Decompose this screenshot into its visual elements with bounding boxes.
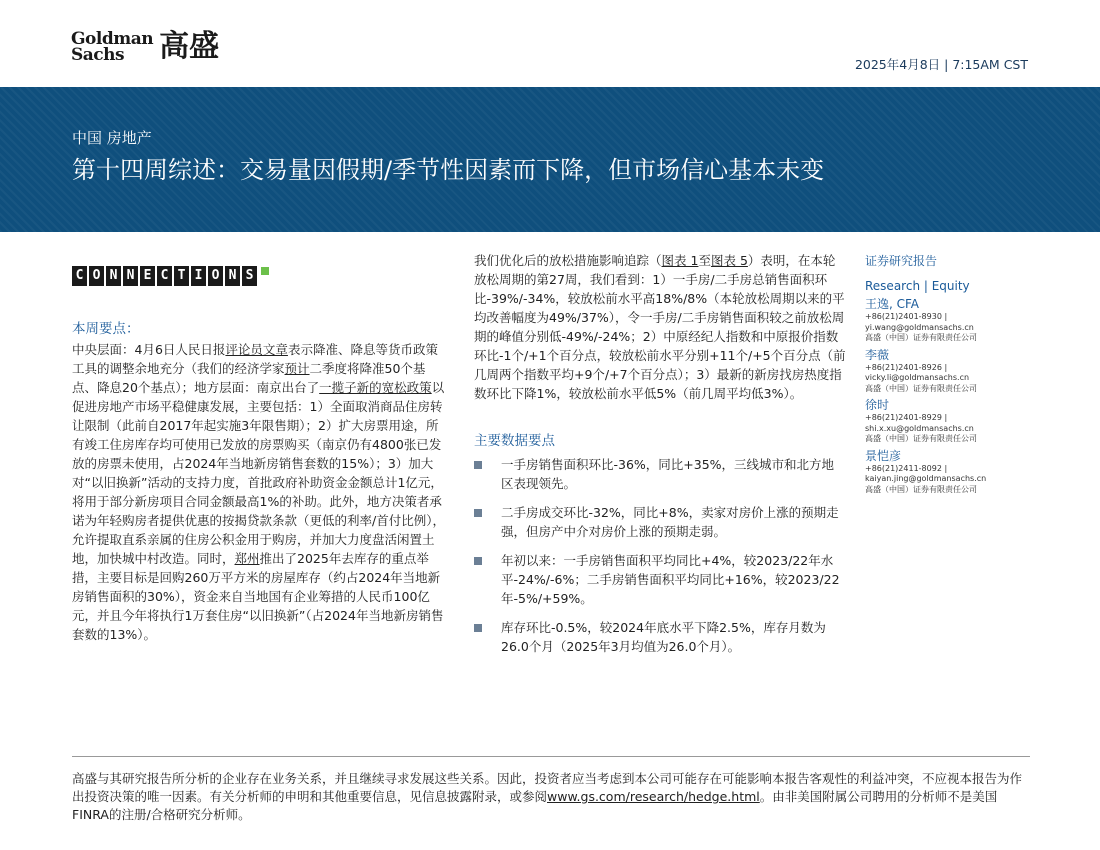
logo-english: Goldman Sachs [71,29,154,65]
analyst-email[interactable]: shi.x.xu@goldmansachs.cn [865,423,974,433]
bullet-square-icon [474,624,482,632]
disclaimer: 高盛与其研究报告所分析的企业存在业务关系，并且继续寻求发展这些关系。因此，投资者应当考虑到本公司可能存在可能影响本报告客观性的利益冲突，不应视本报告为作出投资决策的唯一因素。有关分析师的申明和其他重要信息，见信息披露附录，或参阅www.gs.com/research/hedge.html。由非美国附属公司聘用的分析师不是美国FINRA的注册/合格研究分析师。 [72,771,1023,822]
page-title: 第十四周综述：交易量因假期/季节性因素而下降，但市场信心基本未变 [72,156,825,184]
logo-chinese: 高盛 [159,29,220,64]
connections-letter: S [242,266,257,286]
analyst-firm: 高盛（中国）证券有限责任公司 [865,484,977,494]
connections-letter: N [123,266,138,286]
analyst-phone: +86(21)2401-8929 | [865,413,948,422]
exhibit-1-link[interactable]: 图表 1 [661,253,699,268]
connections-letter: E [140,266,155,286]
analyst-firm: 高盛（中国）证券有限责任公司 [865,333,977,342]
analyst-name: 王逸, CFA [865,297,920,311]
nanjing-policy-link[interactable]: 一揽子新的宽松政策 [319,380,432,395]
connections-letter: N [225,266,240,286]
connections-letter: I [191,266,206,286]
analyst-phone: +86(21)2401-8926 | [865,362,948,372]
analyst-email[interactable]: vicky.li@goldmansachs.cn [865,373,970,382]
connections-letter: T [174,266,189,286]
analyst-phone: +86(21)2411-8092 | [865,463,948,473]
footer-divider [72,756,1030,757]
analyst-firm: 高盛（中国）证券有限责任公司 [865,383,977,393]
connections-letter: C [157,266,172,286]
main-column [474,251,846,666]
connections-letter: O [208,266,223,286]
exhibit-5-link[interactable]: 图表 5 [710,253,748,268]
bullet-square-icon [474,557,482,565]
forecast-link[interactable]: 预计 [284,361,310,376]
list-item: 库存环比-0.5%，较2024年底水平下降2.5%，库存月数为26.0个月（2025年3月均值为26.0个月）。 [474,618,846,656]
key-data-heading: 主要数据要点 [474,433,555,449]
list-item: 一手房销售面积环比-36%，同比+35%，三线城市和北方地区表现领先。 [474,455,846,493]
weekly-heading: 本周要点： [72,321,140,337]
analyst-sidebar [865,252,1035,495]
section-label: 中国 房地产 [72,129,152,147]
analyst-name: 李薇 [865,347,890,362]
tracker-paragraph: 我们优化后的放松措施影响追踪（图表 1至图表 5）表明，在本轮放松周期的第27周，我们看到：1）一手房/二手房总销售面积环比-39%/-34%，较放松前水平高18%/8%（本轮放松周期以来的平均改善幅度为49%/37%），令一手房/二手房销售面积较之前放松周期的峰值分别低-49%/-24%；2）中原经纪人指数和中原报价指数环比-1个/+1个百分点，较放松前水平分别+11个/+5个百分点（前几周两个指数平均+9个/+7个百分点）；3）最新的新房找房热度指数环比下降1%，较放松前水平低5%（前几周平均低3%）。 [474,253,846,401]
connections-letter: C [72,266,87,286]
connections-logo [72,266,269,286]
analyst-email[interactable]: kaiyan.jing@goldmansachs.cn [865,474,987,483]
goldman-sachs-logo [71,30,219,64]
analyst-entry [865,347,1035,395]
report-date: 2025年4月8日 | 7:15AM CST [854,57,1028,72]
disclosure-link[interactable]: www.gs.com/research/hedge.html [547,789,760,804]
analyst-firm: 高盛（中国）证券有限责任公司 [865,434,977,443]
connections-letter: O [89,266,104,286]
analyst-name: 徐时 [865,398,890,412]
report-type: 证券研究报告 [865,254,938,268]
analyst-email[interactable]: yi.wang@goldmansachs.cn [865,322,974,332]
analyst-name: 景恺彦 [865,448,902,463]
commentary-link[interactable]: 评论员文章 [225,342,288,357]
analyst-entry [865,397,1035,445]
green-dot-icon [261,267,269,275]
weekly-body: 中央层面：4月6日人民日报评论员文章表示降准、降息等货币政策工具的调整余地充分（我们的经济学家预计二季度将降准50个基点、降息20个基点）；地方层面：南京出台了一揽子新的宽松政策以促进房地产市场平稳健康发展，主要包括：1）全面取消商品住房转让限制（此前自2017年起实施3年限售期）；2）扩大房票用途，所有竣工住房库存均可使用已发放的房票购买（南京仍有4800张已发放的房票未使用，占2024年当地新房销售套数的15%）；3）加大对“以旧换新”活动的支持力度，首批政府补助资金金额总计1亿元，将用于部分新房项目合同金额最高1%的补助。此外，地方决策者承诺为年轻购房者提供优惠的按揭贷款条款（更低的利率/首付比例），允许提取直系亲属的住房公积金用于购房，并加大力度盘活闲置土地，加快城中村改造。同时，郑州推出了2025年去库存的重点举措，主要目标是回购260万平方米的房屋库存（约占2024年当地新房销售面积的30%），资金来自当地国有企业筹措的人民币100亿元，并且今年将执行1万套住房“以旧换新”（占2024年当地新房销售套数的13%）。 [72,342,445,642]
weekly-highlights [72,317,448,644]
title-banner [0,87,1100,232]
analyst-entry [865,296,1035,344]
analyst-entry [865,448,1035,496]
list-item: 二手房成交环比-32%，同比+8%，卖家对房价上涨的预期走强，但房产中介对房价上涨的预期走弱。 [474,503,846,541]
bullet-square-icon [474,509,482,517]
bullet-square-icon [474,461,482,469]
list-item: 年初以来：一手房销售面积平均同比+4%，较2023/22年水平-24%/-6%；二手房销售面积平均同比+16%，较2023/22年-5%/+59%。 [474,551,846,608]
connections-letter: N [106,266,121,286]
analyst-phone: +86(21)2401-8930 | [865,312,948,321]
department-label: Research | Equity [865,279,970,293]
zhengzhou-link[interactable]: 郑州 [234,551,260,566]
